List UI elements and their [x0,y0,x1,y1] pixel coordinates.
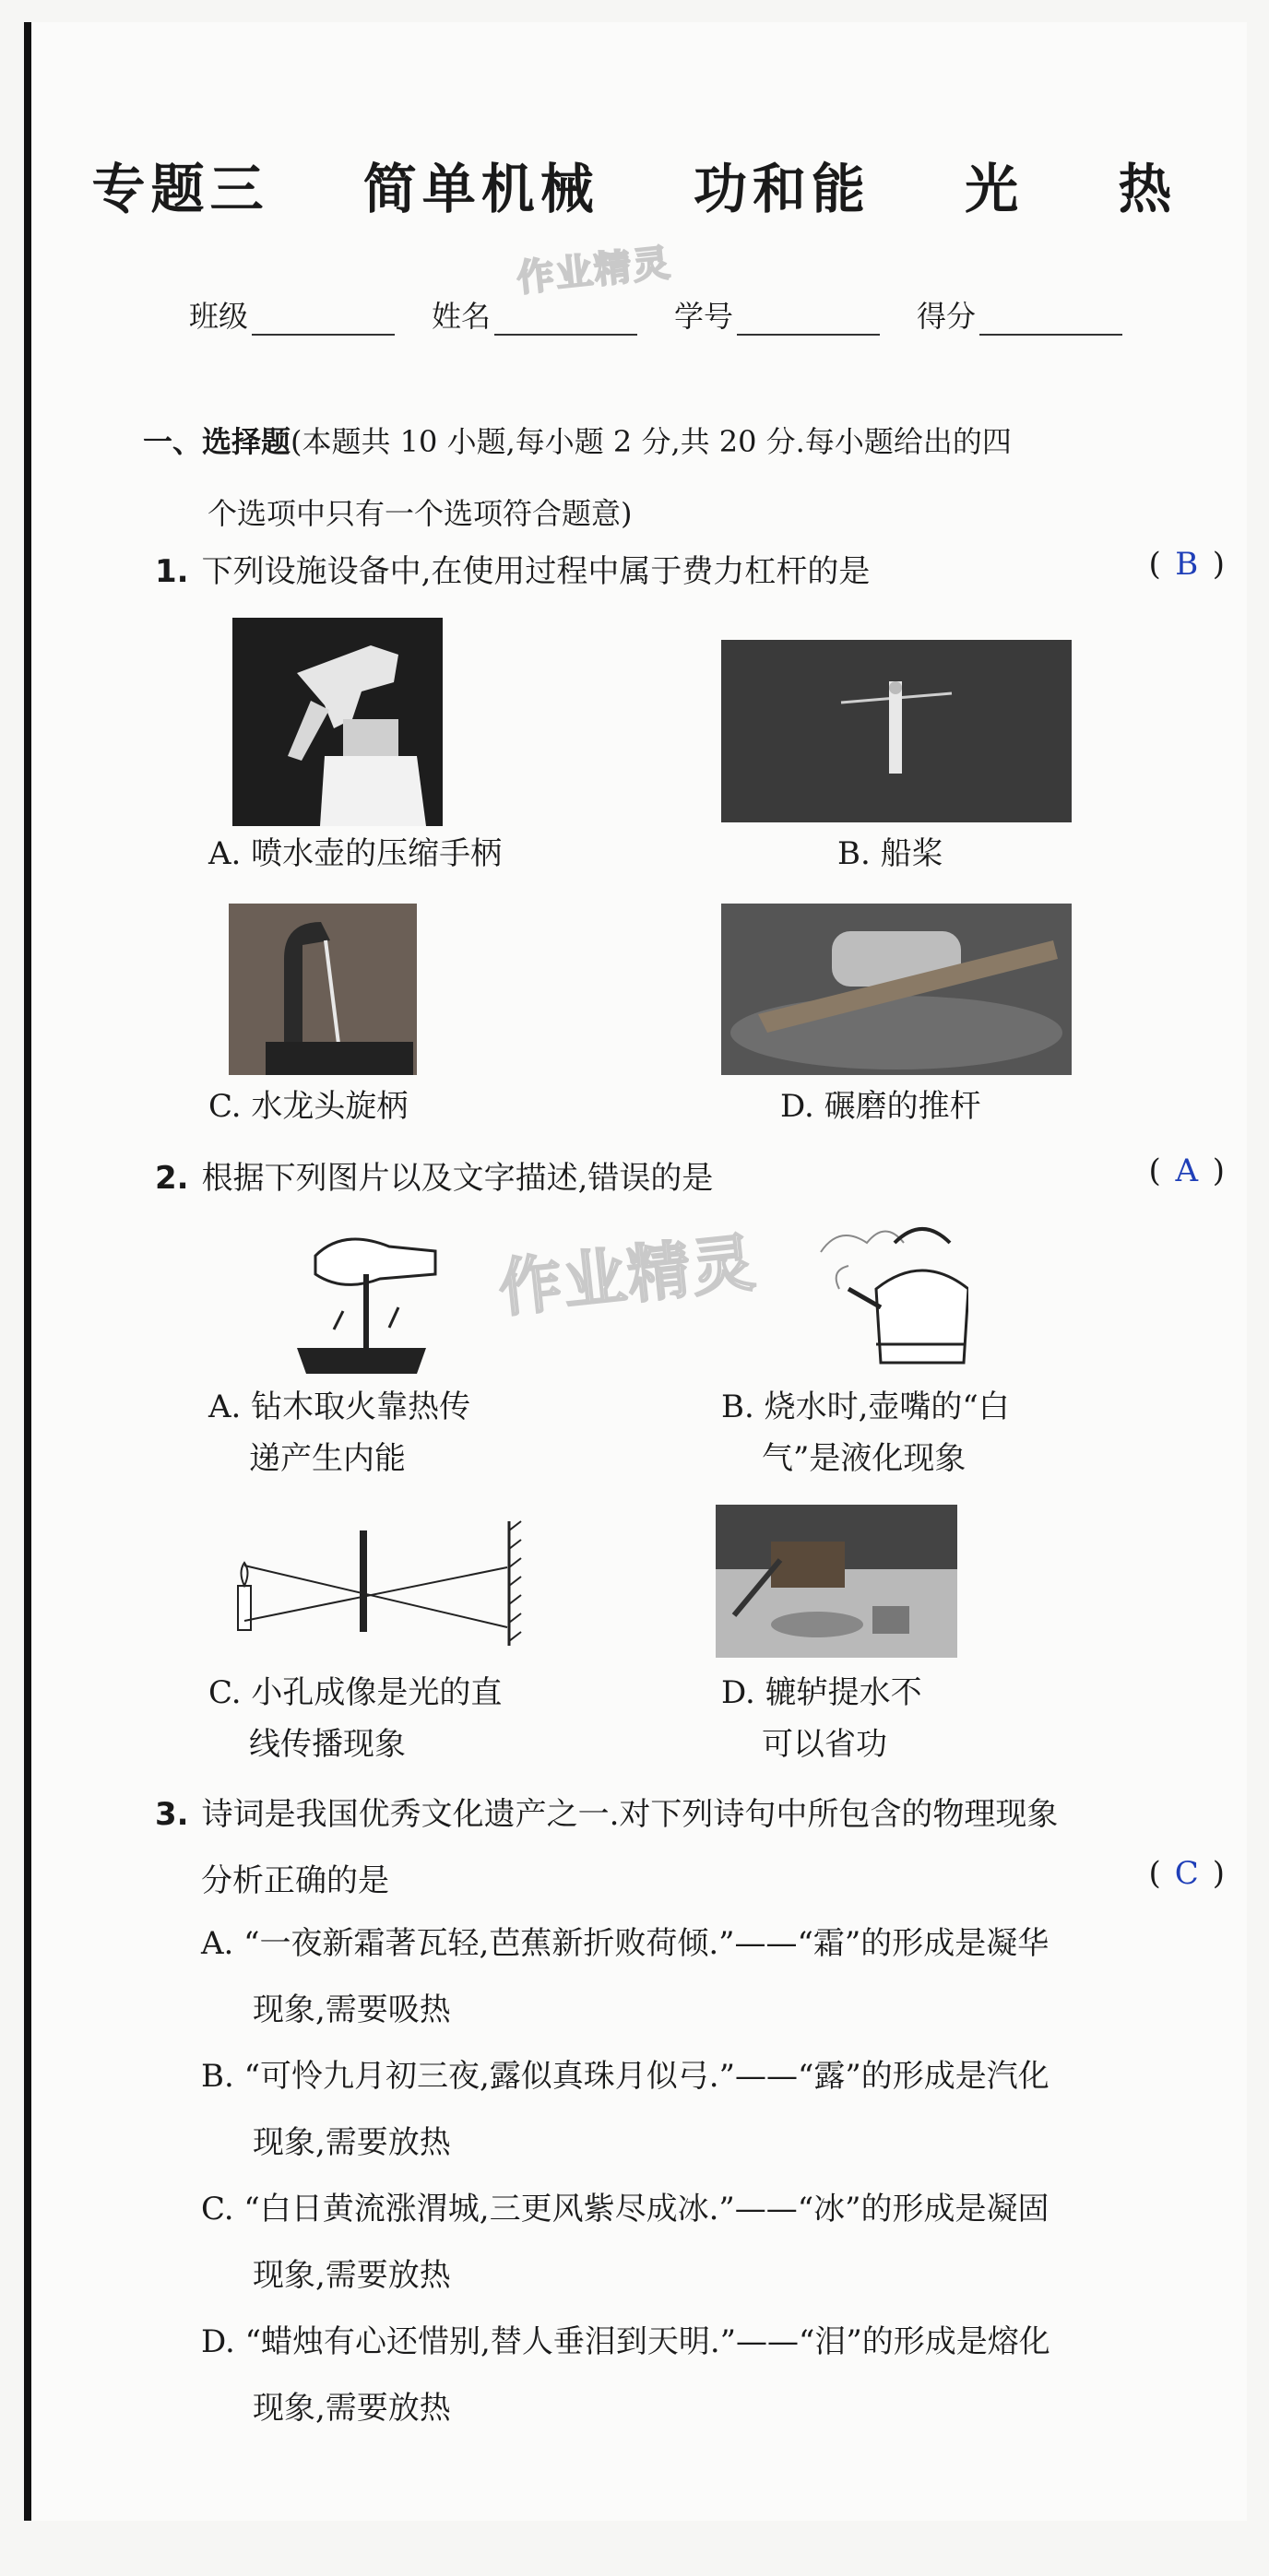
q3-option-c-line1: C. “白日黄流涨渭城,三更风紫尽成冰.”——“冰”的形成是凝固 [201,2191,1050,2227]
q3-option-b [201,2043,1216,2176]
fire-drill-image [279,1219,441,1374]
q3-option-b-line1: B. “可怜九月初三夜,露似真珠月似弓.”——“露”的形成是汽化 [201,2058,1050,2095]
faucet-image [229,904,417,1075]
q2-option-c-line2: 线传播现象 [249,1726,406,1763]
q2-option-d-line2: 可以省功 [762,1726,887,1763]
q1-option-b: B. 船桨 [837,835,943,872]
millstone-image [721,904,1072,1075]
id-label: 学号 [674,299,734,334]
score-field[interactable] [917,293,1122,336]
question-number: 3. [155,1796,189,1833]
kettle-image [812,1215,968,1374]
class-label: 班级 [189,299,249,334]
answer-open: ( [1148,1152,1161,1189]
question-number: 1. [155,553,189,590]
id-field[interactable] [674,293,880,336]
score-blank[interactable] [979,306,1122,336]
answer-letter: B [1175,546,1199,583]
question-text-2: 分析正确的是 [201,1862,389,1899]
windlass-image [716,1505,957,1658]
student-info-row [189,293,1185,336]
q3-option-b-line2: 现象,需要放热 [253,2124,451,2161]
section-title: 一、选择题 [143,424,291,459]
q2-option-b-line1: B. 烧水时,壶嘴的“白 [721,1388,1010,1425]
watermark: 作业精灵 [495,1226,761,1327]
section-heading [143,406,1222,549]
answer-close: ) [1212,1152,1225,1189]
q3-option-d [201,2309,1216,2441]
spray-bottle-image [232,618,443,826]
name-label: 姓名 [432,299,492,334]
q3-option-a-line2: 现象,需要吸热 [253,1991,451,2028]
answer-close: ) [1212,1855,1225,1892]
question-3 [155,1789,1225,1834]
answer-letter: A [1175,1152,1199,1189]
q2-option-a-line1: A. 钻木取火靠热传 [208,1388,471,1425]
title-part: 功和能 [693,158,871,220]
answer-open: ( [1148,546,1161,583]
answer-close: ) [1212,546,1225,583]
q3-option-a-line1: A. “一夜新霜著瓦轻,芭蕉新折败荷倾.”——“霜”的形成是凝华 [201,1925,1050,1962]
section-instructions-1: (本题共 10 小题,每小题 2 分,共 20 分.每小题给出的四 [291,424,1012,459]
title-part: 光 [965,158,1025,220]
q3-option-c [201,2176,1216,2309]
q2-option-b-line2: 气”是液化现象 [762,1440,967,1477]
watermark: 作业精灵 [515,242,674,301]
q3-option-d-line2: 现象,需要放热 [253,2390,451,2427]
q3-option-a [201,1910,1216,2043]
question-text: 根据下列图片以及文字描述,错误的是 [201,1160,714,1197]
question-number: 2. [155,1160,189,1197]
answer-open: ( [1148,1855,1161,1892]
pinhole-diagram [231,1512,526,1650]
class-field[interactable] [189,293,395,336]
id-blank[interactable] [737,306,880,336]
score-label: 得分 [917,299,977,334]
title-part: 专题三 [91,158,269,220]
answer-letter: C [1174,1855,1199,1892]
title-part: 热 [1118,158,1178,220]
q1-option-a: A. 喷水壶的压缩手柄 [208,835,503,872]
q3-option-c-line2: 现象,需要放热 [253,2257,451,2294]
q2-option-c-line1: C. 小孔成像是光的直 [208,1674,503,1711]
title-part: 简单机械 [362,158,599,220]
question-2 [155,1152,1225,1198]
q3-option-d-line1: D. “蜡烛有心还惜别,替人垂泪到天明.”——“泪”的形成是熔化 [201,2323,1050,2360]
rowing-boat-image [721,640,1072,822]
page-title [0,146,1269,223]
q2-option-a-line2: 递产生内能 [249,1440,406,1477]
q2-option-d-line1: D. 辘轳提水不 [721,1674,922,1711]
name-field[interactable] [432,293,637,336]
question-1 [155,546,1225,591]
name-blank[interactable] [494,306,637,336]
question-text-1: 诗词是我国优秀文化遗产之一.对下列诗句中所包含的物理现象 [201,1796,1059,1833]
answer-box [1148,1152,1225,1189]
section-instructions-2: 个选项中只有一个选项符合题意) [208,496,633,531]
question-text: 下列设施设备中,在使用过程中属于费力杠杆的是 [201,553,871,590]
answer-box [1148,546,1225,583]
question-3-line2 [201,1855,1225,1900]
class-blank[interactable] [252,306,395,336]
answer-box [1148,1855,1225,1892]
q1-option-c: C. 水龙头旋柄 [208,1088,409,1125]
q1-option-d: D. 碾磨的推杆 [780,1088,981,1125]
